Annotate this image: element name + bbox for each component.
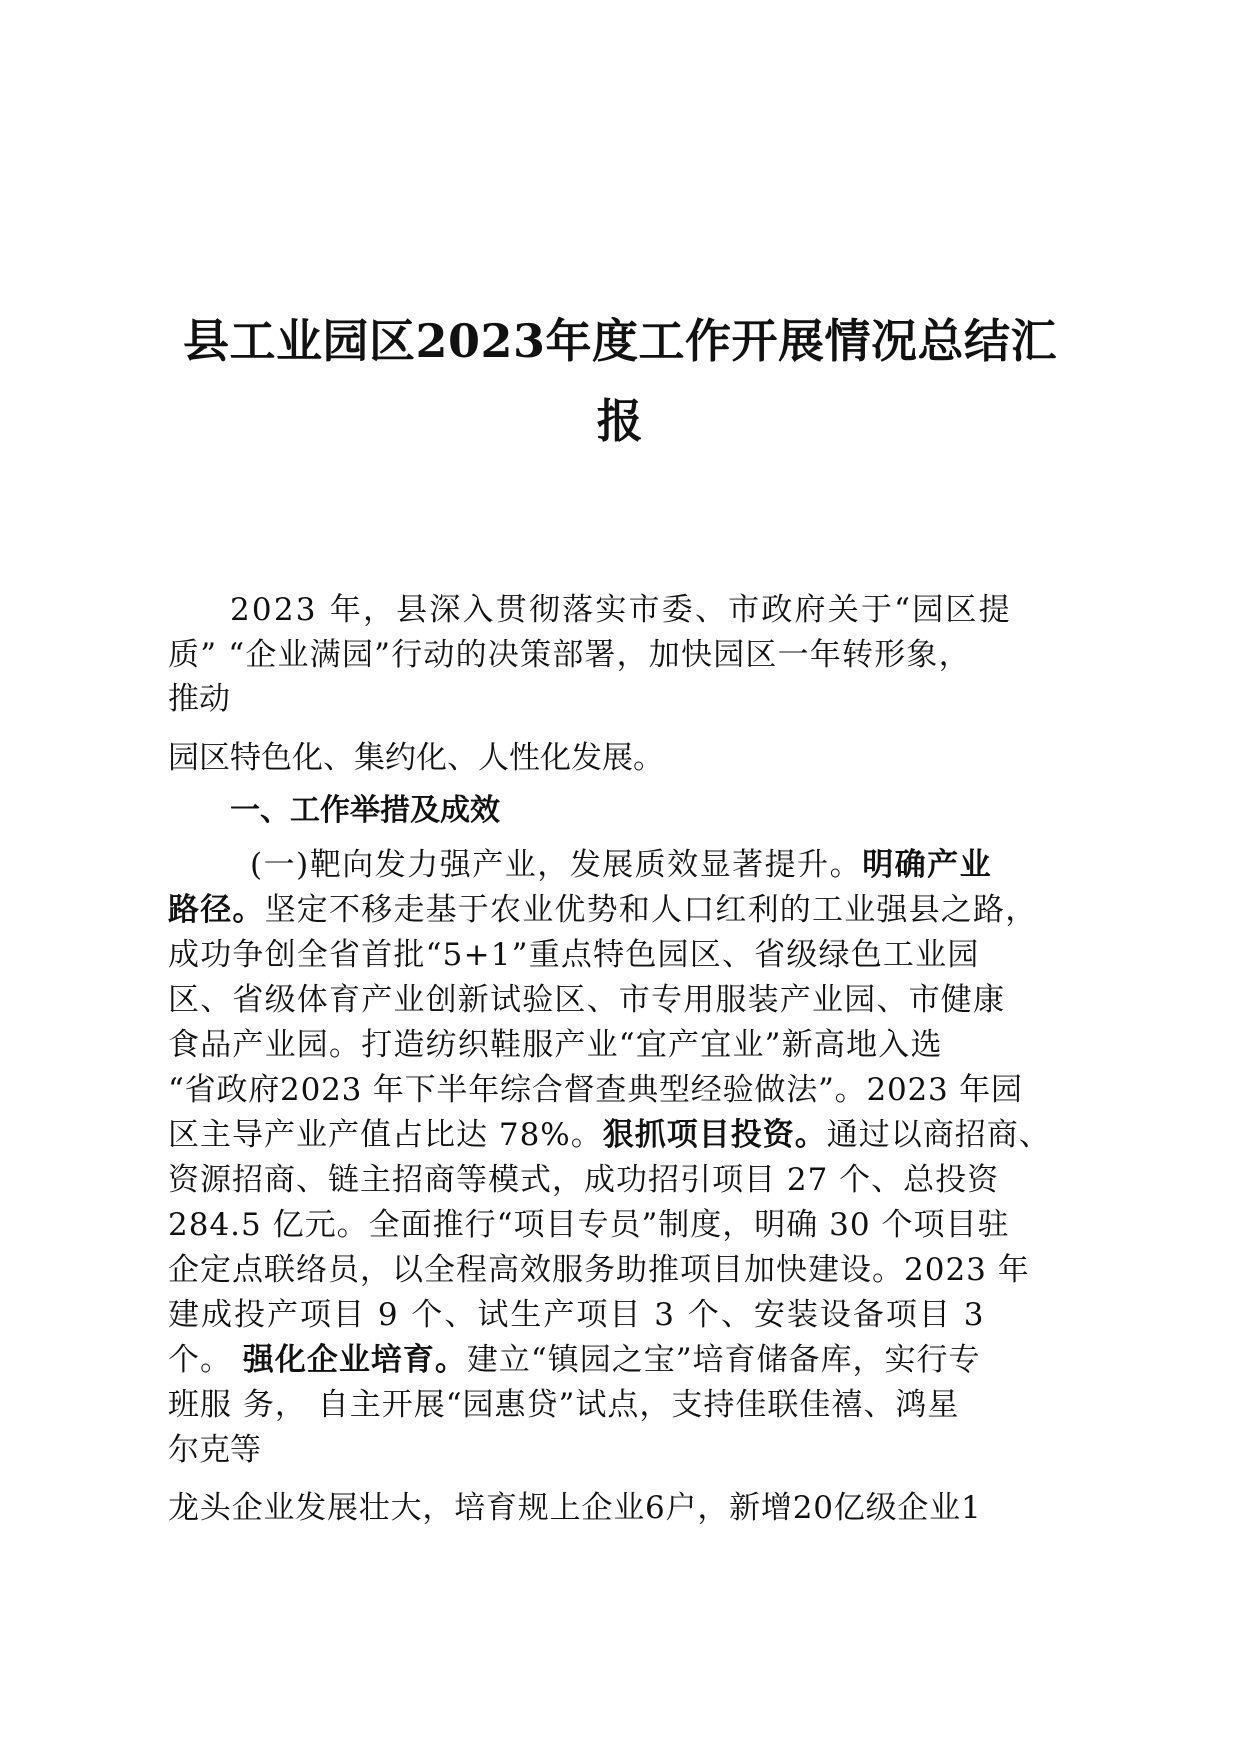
paragraph-line-15: 龙头企业发展壮大，培育规上企业6户，新增20亿级企业1 [168,1490,982,1526]
paragraph-line-14: 尔克等 [168,1432,261,1468]
paragraph-line-12 [168,1340,981,1380]
paragraph-line-13: 班服 务， 自主开展“园惠贷”试点，支持佳联佳禧、鸿星 [168,1387,960,1423]
subsection-line-1 [250,845,992,885]
bold-phrase-path-1: 明确产业 [862,847,993,883]
intro-line-4: 园区特色化、集约化、人性化发展。 [168,740,664,776]
section-heading: 一、工作举措及成效 [230,793,500,828]
text-segment: 坚定不移走基于农业优势和人口红利的工业强县之路， [264,892,1038,928]
text-segment: 建立“镇园之宝”培育储备库，实行专 [466,1342,981,1378]
paragraph-line-2 [168,890,1037,930]
paragraph-line-4: 区、省级体育产业创新试验区、市专用服装产业园、市健康 [168,982,1006,1018]
paragraph-line-5: 食品产业园。打造纺织鞋服产业“宜产宜业”新高地入选 [168,1027,943,1063]
intro-line-3: 推动 [168,681,230,717]
text-segment: 区主导产业产值占比达 78%。 [168,1117,603,1153]
subsection-heading: (一)靶向发力强产业，发展质效显著提升。 [250,847,863,883]
bold-phrase-path-2: 路径。 [168,892,265,928]
document-title-line2: 报 [596,394,644,448]
paragraph-line-8: 资源招商、链主招商等模式，成功招引项目 27 个、总投资 [168,1162,1000,1198]
bold-phrase-investment: 狠抓项目投资。 [602,1117,827,1153]
document-title-line1: 县工业园区2023年度工作开展情况总结汇 [182,314,1058,368]
text-segment: 通过以商招商、 [826,1117,1051,1153]
bold-phrase-cultivation: 强化企业培育。 [242,1342,467,1378]
paragraph-line-7 [168,1115,1051,1155]
intro-line-1: 2023 年，县深入贯彻落实市委、市政府关于“园区提 [230,592,1012,628]
paragraph-line-3: 成功争创全省首批“5+1”重点特色园区、省级绿色工业园 [168,937,980,973]
paragraph-line-11: 建成投产项目 9 个、试生产项目 3 个、安装设备项目 3 [168,1297,986,1333]
paragraph-line-10: 企定点联络员，以全程高效服务助推项目加快建设。2023 年 [168,1252,1030,1288]
text-segment: 个。 [168,1342,243,1378]
intro-line-2: 质” “企业满园”行动的决策部署，加快园区一年转形象， [168,637,971,673]
paragraph-line-6: “省政府2023 年下半年综合督查典型经验做法”。2023 年园 [168,1072,1023,1108]
paragraph-line-9: 284.5 亿元。全面推行“项目专员”制度，明确 30 个项目驻 [168,1207,1010,1243]
